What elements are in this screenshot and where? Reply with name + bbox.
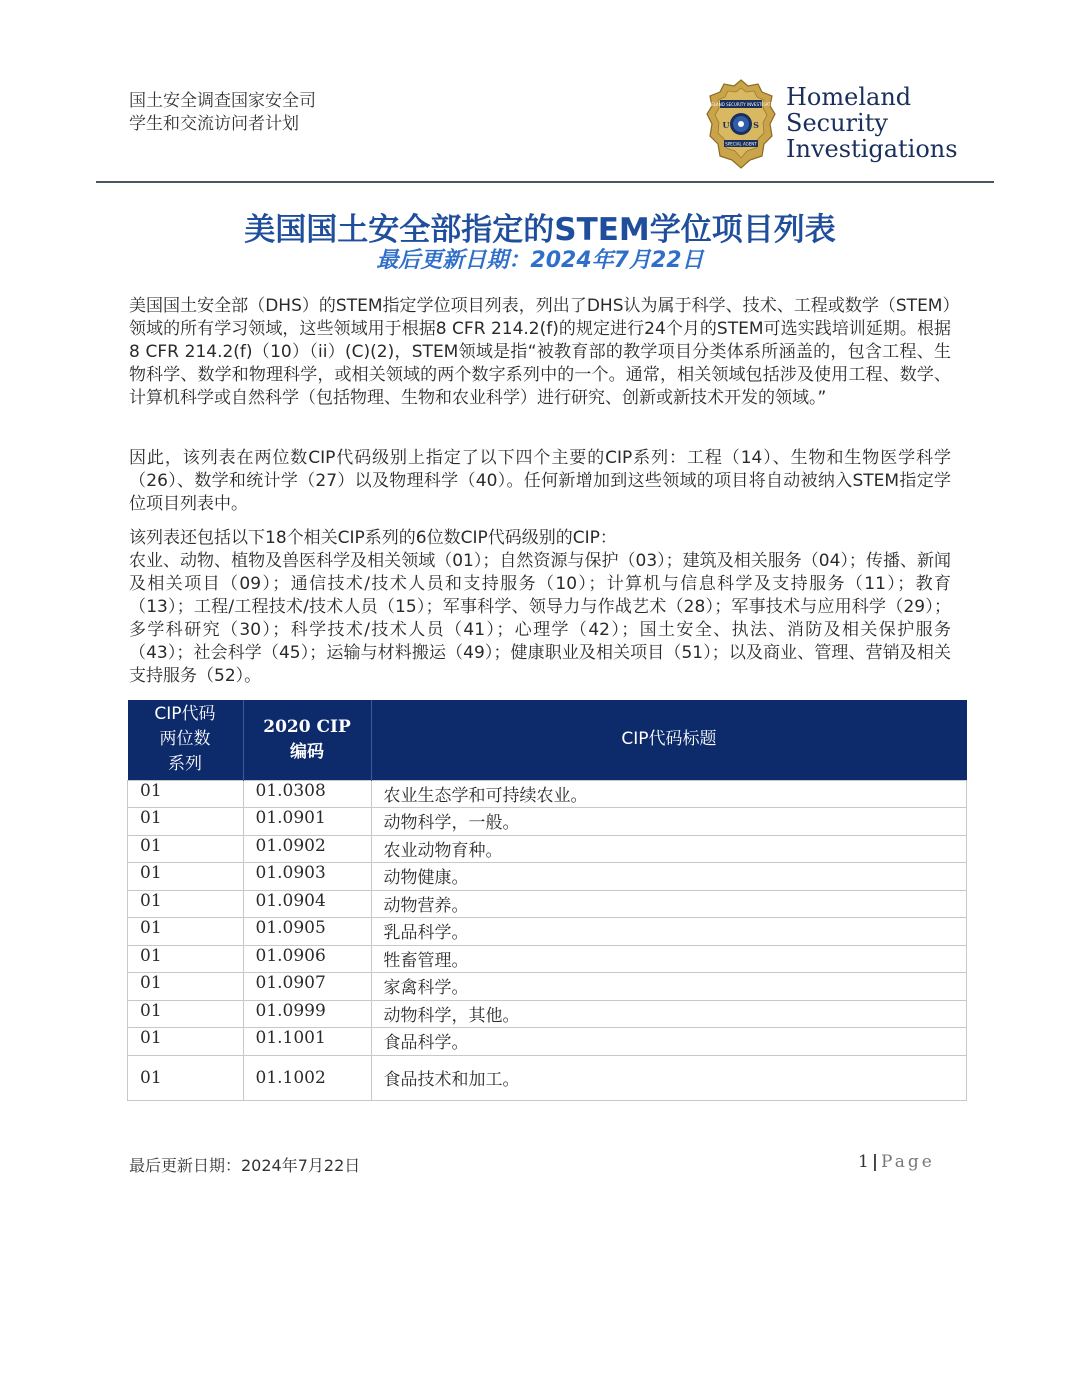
table-row: [128, 780, 967, 808]
agency-line-1: 国土安全调查国家安全司: [129, 91, 316, 111]
cell-code: 01.0901: [243, 808, 371, 836]
cell-code: 01.0903: [243, 863, 371, 891]
cell-series: 01: [128, 1000, 244, 1028]
cell-code: 01.1002: [243, 1055, 371, 1100]
hsi-badge-logo: [701, 78, 781, 170]
cell-code: 01.0308: [243, 780, 371, 808]
cell-code: 01.1001: [243, 1028, 371, 1056]
cell-series: 01: [128, 890, 244, 918]
table-row: [128, 1000, 967, 1028]
cell-series: 01: [128, 863, 244, 891]
cell-title: 家禽科学。: [371, 973, 967, 1001]
related-cip-intro: 该列表还包括以下18个相关CIP系列的6位数CIP代码级别的CIP：: [129, 528, 617, 548]
table-row: [128, 1028, 967, 1056]
page-separator: |: [871, 1152, 879, 1172]
cip-series-paragraph: 因此，该列表在两位数CIP代码级别上指定了以下四个主要的CIP系列：工程（14）、生物和生物医学科学（26）、数学和统计学（27）以及物理科学（40）。任何新增加到这些领域的项目将自动被纳入STEM指定学位项目列表中。: [129, 448, 951, 514]
cell-title: 食品技术和加工。: [371, 1055, 967, 1100]
intro-paragraph: 美国国土安全部（DHS）的STEM指定学位项目列表，列出了DHS认为属于科学、技术、工程或数学（STEM）领域的所有学习领域，这些领域用于根据8 CFR 214.2(f)的规定进行24个月的STEM可选实践培训延期。根据8 CFR 214.2(f)（10）（ii）(C)(2)，STEM领域是指“被教育部的教学项目分类体系所涵盖的，包含工程、生物科学、数学和物理科学，或相关领域的两个数字系列中的一个。通常，相关领域包括涉及使用工程、数学、计算机科学或自然科学（包括物理、生物和农业科学）进行研究、创新或新技术开发的领域。”: [129, 296, 951, 408]
related-cip-list: 农业、动物、植物及兽医科学及相关领域（01）；自然资源与保护（03）；建筑及相关服务（04）；传播、新闻及相关项目（09）；通信技术/技术人员和支持服务（10）；计算机与信息科学及支持服务（11）；教育（13）；工程/工程技术/技术人员（15）；军事科学、领导力与作战艺术（28）；军事技术与应用科学（29）；多学科研究（30）；科学技术/技术人员（41）；心理学（42）；国土安全、执法、消防及相关保护服务（43）；社会科学（45）；运输与材料搬运（49）；健康职业及相关项目（51）；以及商业、管理、营销及相关支持服务（52）。: [129, 551, 951, 686]
cell-title: 动物科学，一般。: [371, 808, 967, 836]
logo-line-2: Security: [786, 109, 888, 137]
cell-code: 01.0907: [243, 973, 371, 1001]
badge-top-text: HOMELAND SECURITY INVESTIGATIONS: [701, 102, 781, 107]
col-header-series-line1: CIP代码: [154, 704, 216, 725]
related-cip-paragraph: [129, 527, 951, 688]
cell-title: 动物营养。: [371, 890, 967, 918]
table-row: [128, 863, 967, 891]
table-row: [128, 918, 967, 946]
cell-code: 01.0906: [243, 945, 371, 973]
cell-title: 农业生态学和可持续农业。: [371, 780, 967, 808]
col-header-series: [128, 700, 244, 780]
page-subtitle: 最后更新日期：2024年7月22日: [376, 248, 704, 273]
col-header-code: [243, 700, 371, 780]
col-header-series-line2: 两位数: [159, 729, 211, 750]
cell-title: 食品科学。: [371, 1028, 967, 1056]
table-header-row: [128, 700, 967, 780]
cell-series: 01: [128, 835, 244, 863]
col-header-code-line1: 2020 CIP: [263, 716, 351, 737]
cell-series: 01: [128, 780, 244, 808]
hsi-wordmark: [786, 84, 958, 162]
cip-table: [127, 700, 967, 1101]
table-row: [128, 945, 967, 973]
page-label: Page: [881, 1152, 935, 1172]
cell-series: 01: [128, 1055, 244, 1100]
cell-series: 01: [128, 1028, 244, 1056]
table-row: [128, 808, 967, 836]
cell-series: 01: [128, 945, 244, 973]
table-row: [128, 835, 967, 863]
page-title: 美国国土安全部指定的STEM学位项目列表: [244, 212, 836, 248]
cell-code: 01.0905: [243, 918, 371, 946]
badge-u: U: [722, 120, 730, 130]
cell-code: 01.0902: [243, 835, 371, 863]
cell-series: 01: [128, 918, 244, 946]
badge-s: S: [753, 120, 759, 130]
table-row: [128, 1055, 967, 1100]
agency-name: [129, 90, 316, 136]
cell-series: 01: [128, 808, 244, 836]
cell-code: 01.0904: [243, 890, 371, 918]
col-header-code-line2: 编码: [290, 741, 324, 762]
cell-code: 01.0999: [243, 1000, 371, 1028]
col-header-series-line3: 系列: [168, 754, 202, 775]
cell-title: 乳品科学。: [371, 918, 967, 946]
cell-title: 牲畜管理。: [371, 945, 967, 973]
page-number: 1: [858, 1152, 869, 1172]
logo-line-1: Homeland: [786, 83, 912, 111]
logo-line-3: Investigations: [786, 135, 958, 163]
footer-page-number: [858, 1152, 935, 1172]
cell-title: 农业动物育种。: [371, 835, 967, 863]
col-header-title: CIP代码标题: [371, 700, 967, 780]
cell-series: 01: [128, 973, 244, 1001]
table-row: [128, 973, 967, 1001]
agency-line-2: 学生和交流访问者计划: [129, 114, 299, 134]
table-row: [128, 890, 967, 918]
cell-title: 动物健康。: [371, 863, 967, 891]
cell-title: 动物科学，其他。: [371, 1000, 967, 1028]
footer-last-updated: 最后更新日期：2024年7月22日: [129, 1156, 361, 1175]
header-divider: [96, 181, 994, 183]
badge-bottom-text: SPECIAL AGENT: [725, 141, 757, 147]
